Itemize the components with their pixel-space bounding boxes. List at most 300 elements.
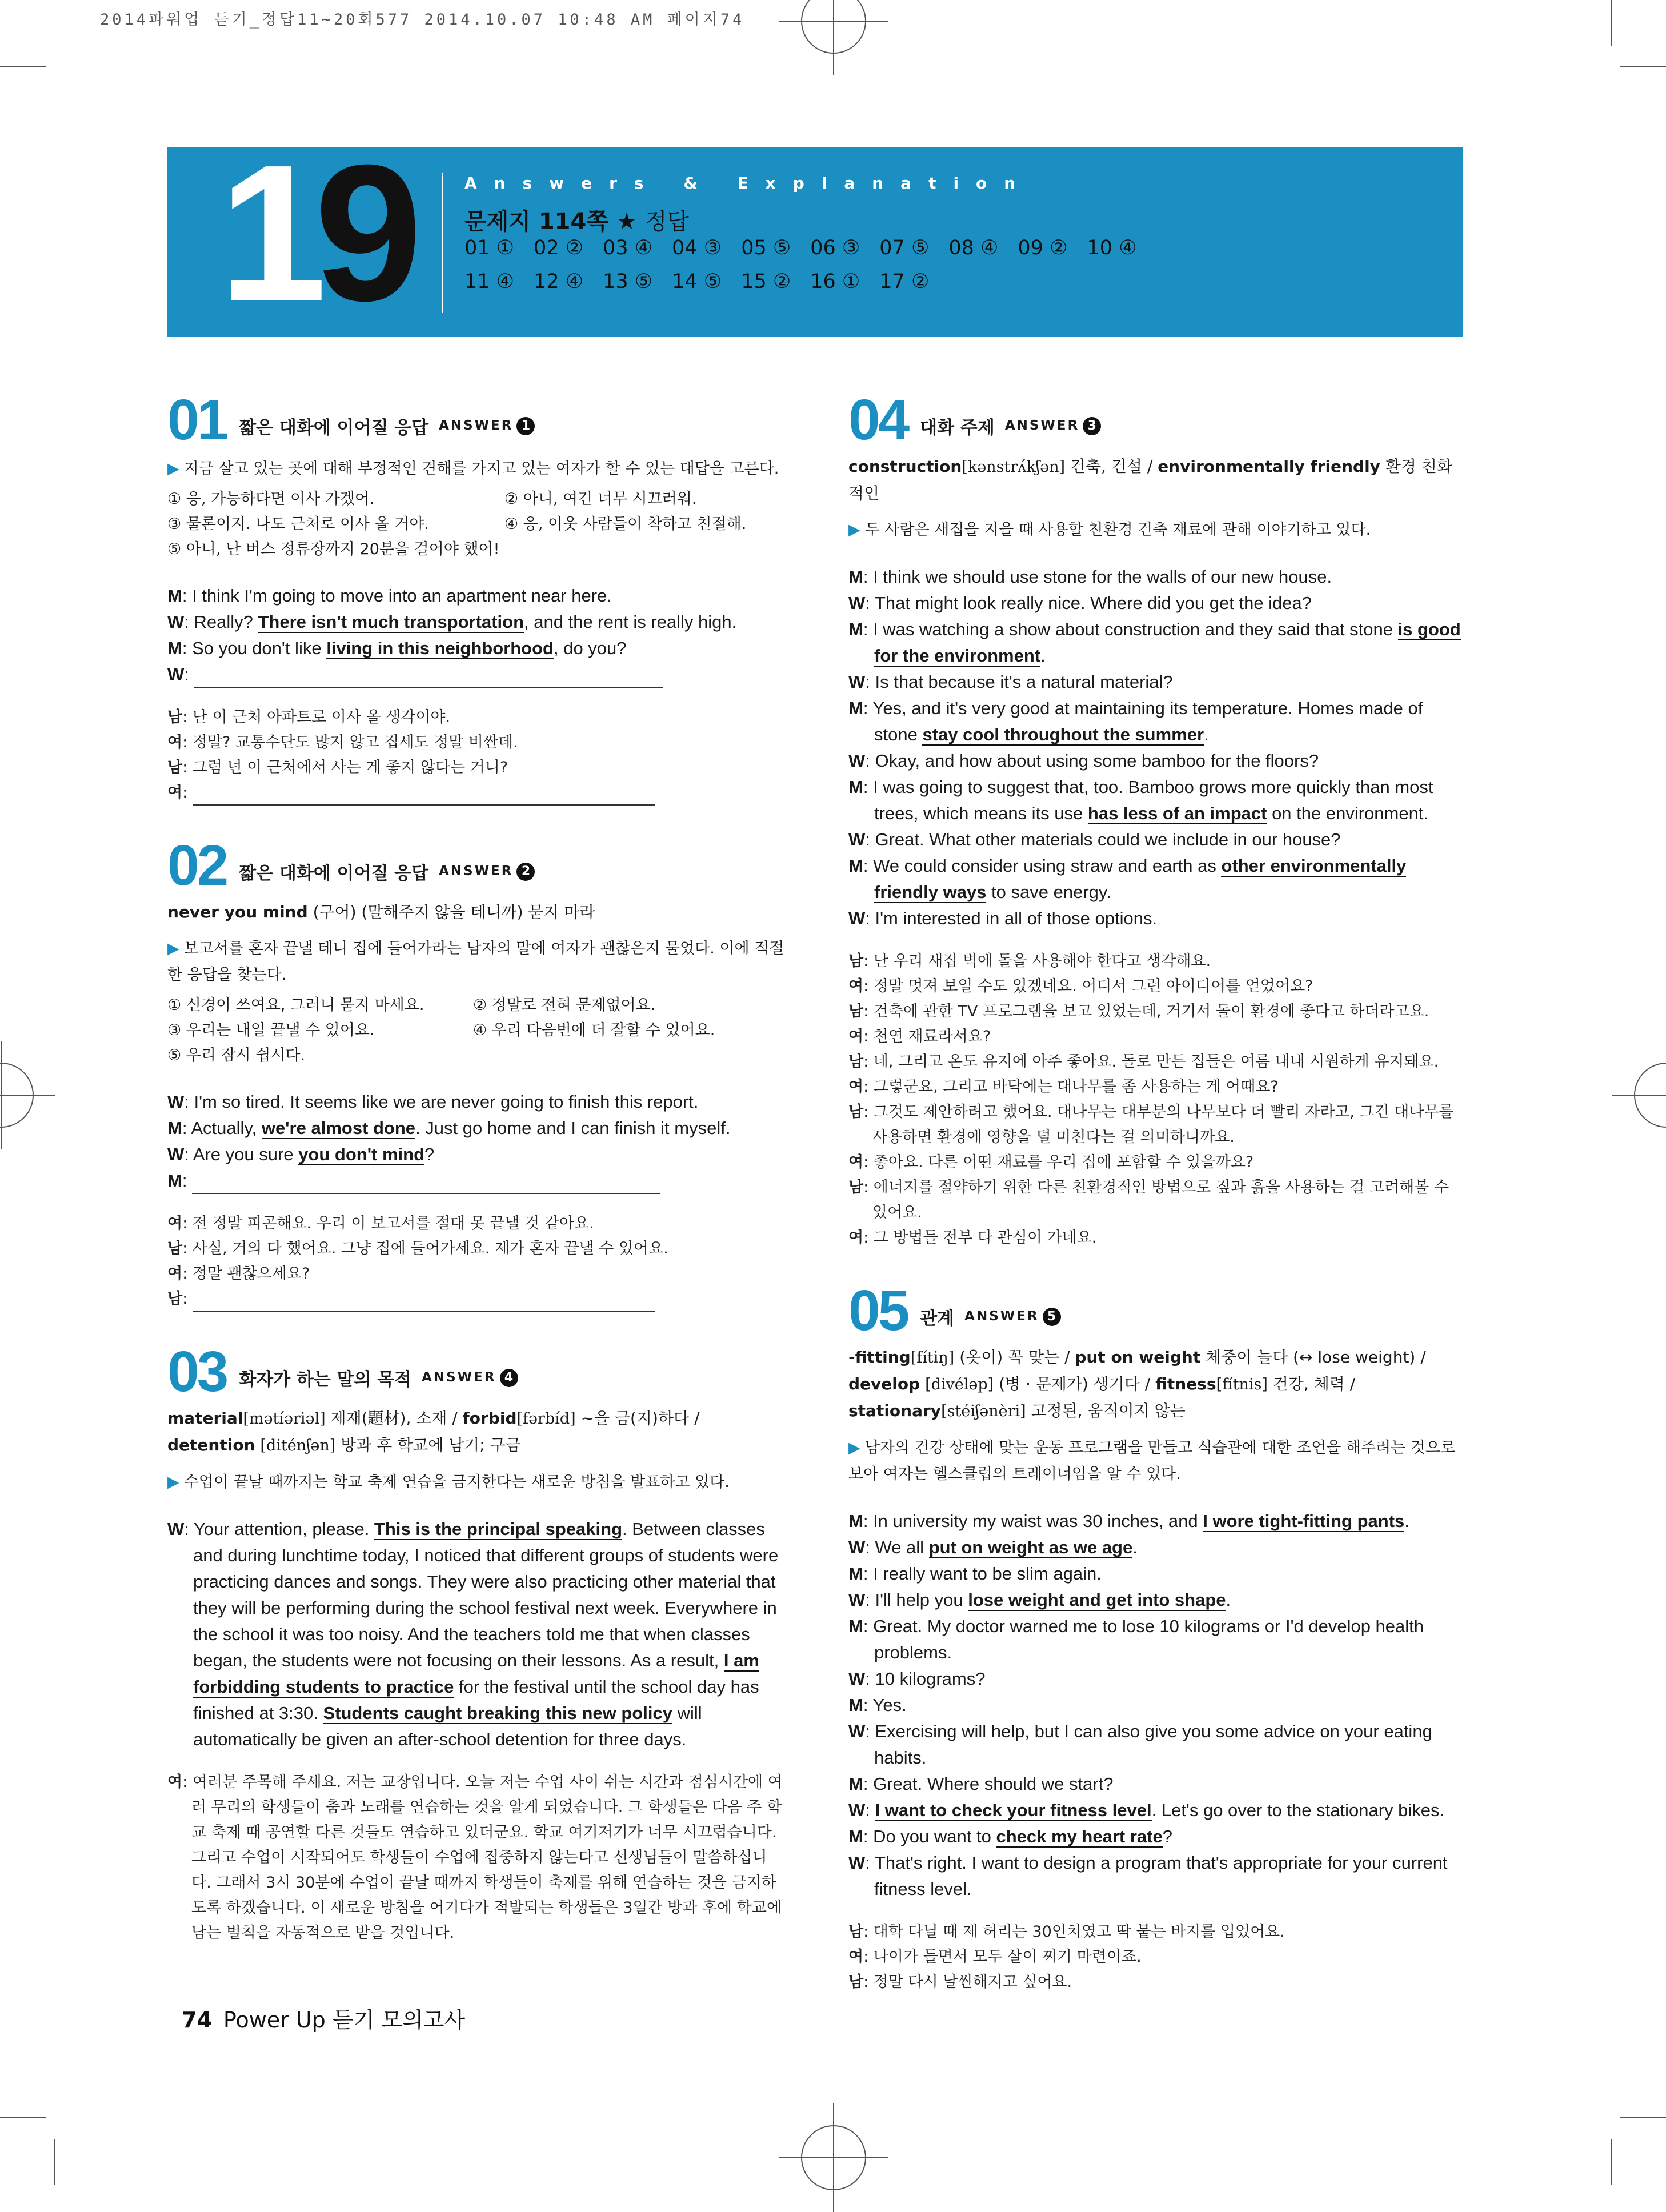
pronunciation: [divéləp]	[925, 1376, 994, 1393]
translation-line: 남: 대학 다닐 때 제 허리는 30인치였고 딱 붙는 바지를 입었어요.	[848, 1923, 1285, 1941]
vocab-definition: 체중이 늘다 (↔ lose weight) /	[1200, 1348, 1426, 1367]
line-text: 나이가 들면서 모두 살이 찌기 마련이죠.	[873, 1948, 1142, 1966]
line-text: So you don't like	[192, 638, 327, 658]
line-text: 대학 다닐 때 제 허리는 30인치였고 딱 붙는 바지를 입었어요.	[873, 1923, 1285, 1941]
line-text: on the environment.	[1267, 803, 1429, 823]
dialogue-line: M: I really want to be slim again.	[848, 1564, 1102, 1584]
banner-divider	[442, 173, 443, 313]
answer-blank	[194, 670, 663, 688]
registration-mark-left	[0, 1063, 34, 1128]
speaker: 여	[848, 1948, 864, 1966]
vocab-definition: (병 · 문제가) 생기다 /	[994, 1375, 1156, 1393]
speaker: 남	[848, 1053, 864, 1071]
speaker: W	[848, 908, 866, 928]
line-text: I'm interested in all of those options.	[875, 908, 1158, 928]
line-text: , do you?	[553, 638, 627, 658]
line-text: ?	[424, 1144, 435, 1164]
explanation	[848, 517, 1465, 543]
line-text: Your attention, please.	[193, 1519, 374, 1539]
answer-key: 13 ⑤	[603, 270, 653, 293]
speaker: 남	[848, 1923, 864, 1941]
answer-label: ANSWER	[964, 1309, 1039, 1324]
dialogue	[848, 1508, 1465, 1902]
speaker: 남	[848, 952, 864, 970]
line-text: 정말 괜찮으세요?	[192, 1265, 310, 1283]
question-title: 짧은 대화에 이어질 응답	[239, 863, 429, 884]
translation-line: 남: 사실, 거의 다 했어요. 그냥 집에 들어가세요. 제가 혼자 끝낼 수 있어요.	[167, 1240, 668, 1257]
answer-key: 15 ②	[741, 270, 791, 293]
answer-key: 03 ④	[603, 237, 653, 259]
answer-key: 16 ①	[810, 270, 860, 293]
line-text: .	[1204, 724, 1209, 744]
translation-line: 여: 정말 괜찮으세요?	[167, 1265, 310, 1283]
test-number	[219, 125, 410, 342]
speaker: 여	[167, 784, 183, 802]
answer-label: ANSWER	[1004, 418, 1080, 433]
speaker: 남	[167, 759, 183, 776]
translation-line: 여: 여러분 주목해 주세요. 저는 교장입니다. 오늘 저는 수업 사이 쉬는 시간과 점심시간에 여러 무리의 학생들이 춤과 노래를 연습하는 것을 알게 되었습니다. 그 학생들은 다음 주 학교 축제 때 공연할 다른 것들도 연습하고 있더군요. 학교 여기저기가 너무 시끄럽습니다. 그리고 수업이 시작되어도 학생들이 수업에 집중하지 않는다고 선생님들이 말씀하십니다. 그래서 3시 30분에 수업이 끝날 때까지 학생들이 축제를 위해 연습하는 것을 금지하도록 하겠습니다. 이 새로운 방침을 어기다가 적발되는 학생들은 3일간 방과 후에 학교에 남는 벌칙을 자동적으로 받을 것입니다.	[167, 1773, 783, 1942]
vocab-definition: 고정된, 움직이지 않는	[1026, 1401, 1186, 1420]
answer-circle: 3	[1083, 417, 1101, 435]
line-text: .	[1040, 646, 1046, 666]
speaker: M	[848, 1826, 863, 1846]
banner-workbook	[464, 203, 689, 236]
left-column	[167, 388, 784, 1946]
answer-badge	[439, 417, 535, 435]
underlined-phrase: stay cool throughout the summer	[922, 724, 1204, 744]
speaker: W	[848, 672, 866, 692]
speaker: W	[848, 829, 866, 849]
answers-row-1	[464, 237, 1156, 259]
crop-mark	[0, 66, 46, 67]
pronunciation: [fítiŋ]	[910, 1349, 955, 1367]
question-05	[848, 1279, 1465, 1995]
dialogue-line: M: I was going to suggest that, too. Bamboo grows more quickly than most trees, which means its use has less of an impact on the environment.	[848, 777, 1433, 823]
translation	[167, 705, 784, 806]
dialogue-line: W: Is that because it's a natural material?	[848, 672, 1173, 692]
line-text: 사실, 거의 다 했어요. 그냥 집에 들어가세요. 제가 혼자 끝낼 수 있어요.	[192, 1240, 668, 1257]
dialogue-line: M: So you don't like living in this neighborhood, do you?	[167, 638, 627, 658]
pronunciation: [diténʃən]	[260, 1437, 336, 1454]
line-text: . Let's go over to the stationary bikes.	[1151, 1800, 1445, 1820]
explanation-text: 보고서를 혼자 끝낼 테니 집에 들어가라는 남자의 말에 여자가 괜찮은지 물었다. 이에 적절한 응답을 찾는다.	[167, 940, 784, 984]
explanation	[848, 1435, 1465, 1488]
answer-badge	[439, 863, 535, 881]
speaker: M	[848, 1564, 863, 1584]
speaker: M	[848, 777, 863, 797]
book-title: Power Up 듣기 모의고사	[223, 2007, 466, 2033]
vocab-definition: 건강, 체력 /	[1267, 1375, 1356, 1393]
translation-line: 남: 난 우리 새집 벽에 돌을 사용해야 한다고 생각해요.	[848, 952, 1211, 970]
line-text: Really?	[194, 612, 258, 632]
line-text: will automatically be given an after-school detention for three days.	[193, 1703, 702, 1749]
line-text: Yes, and it's very good at maintaining its temperature. Homes made of stone	[872, 698, 1423, 744]
option: ② 정말로 전혀 문제없어요.	[473, 996, 656, 1014]
dialogue-line: M: I think I'm going to move into an apartment near here.	[167, 586, 612, 606]
explanation-text: 지금 살고 있는 곳에 대해 부정적인 견해를 가지고 있는 여자가 할 수 있는 대답을 고른다.	[183, 460, 779, 478]
answer-key: 12 ④	[534, 270, 584, 293]
speaker: M	[848, 1511, 863, 1531]
answer-label: ANSWER	[439, 418, 514, 433]
dialogue-line: W: Great. What other materials could we include in our house?	[848, 829, 1341, 849]
speaker: W	[848, 593, 866, 613]
vocab-definition: 환경 친화적인	[848, 457, 1452, 503]
option: ① 응, 가능하다면 이사 가겠어.	[167, 490, 375, 508]
vocab-term: never you mind	[167, 903, 308, 921]
speaker: 여	[848, 1153, 864, 1171]
speaker: 여	[848, 1229, 864, 1247]
translation-line: 남: 그럼 넌 이 근처에서 사는 게 좋지 않다는 거니?	[167, 759, 508, 776]
answer-key: 04 ③	[672, 237, 722, 259]
dialogue-line: M: In university my waist was 30 inches, and I wore tight-fitting pants.	[848, 1511, 1409, 1531]
vocab-term: develop	[848, 1375, 920, 1393]
answers-row-2	[464, 270, 948, 293]
answer-circle: 2	[516, 863, 535, 881]
speaker: 남	[848, 1179, 864, 1196]
underlined-phrase: I am forbidding students to practice	[193, 1650, 759, 1697]
page-number: 74	[182, 2007, 212, 2033]
vocabulary	[848, 454, 1465, 507]
question-header	[848, 388, 1465, 451]
line-text: 천연 재료라서요?	[873, 1028, 991, 1045]
vocab-term: stationary	[848, 1401, 942, 1420]
translation	[848, 949, 1465, 1251]
page-footer	[182, 2002, 465, 2034]
vocab-term: construction	[848, 457, 962, 476]
question-header	[167, 834, 784, 897]
line-text: I think I'm going to move into an apartment near here.	[192, 586, 612, 606]
line-text: 난 이 근처 아파트로 이사 올 생각이야.	[192, 708, 451, 726]
dialogue-line: W: We all put on weight as we age.	[848, 1537, 1138, 1557]
translation-line: 여: 그 방법들 전부 다 관심이 가네요.	[848, 1229, 1097, 1247]
dialogue-line: W: 10 kilograms?	[848, 1669, 986, 1689]
question-number: 05	[848, 1279, 908, 1343]
line-text: , and the rent is really high.	[524, 612, 737, 632]
translation	[848, 1920, 1465, 1995]
line-text: Great. Where should we start?	[873, 1774, 1114, 1794]
underlined-phrase: This is the principal speaking	[374, 1519, 623, 1539]
line-text: 에너지를 절약하기 위한 다른 친환경적인 방법으로 짚과 흙을 사용하는 걸 고려해볼 수 있어요.	[872, 1179, 1449, 1221]
answer-badge	[1005, 417, 1101, 435]
question-header	[167, 1340, 784, 1403]
pronunciation: [mətíəriəl]	[243, 1410, 326, 1428]
vocab-term: forbid	[462, 1409, 517, 1428]
translation-line: 여: 정말 멋져 보일 수도 있겠네요. 어디서 그런 아이디어를 얻었어요?	[848, 977, 1313, 995]
options	[167, 993, 784, 1068]
answer-circle: 1	[516, 417, 535, 435]
vocabulary	[848, 1344, 1465, 1425]
answer-key: 05 ⑤	[741, 237, 791, 259]
banner-subtitle: Answers & Explanation	[464, 174, 1033, 193]
speaker: M	[848, 856, 863, 876]
speaker: 남	[167, 1240, 183, 1257]
speaker: 여	[167, 1773, 183, 1791]
line-text: I really want to be slim again.	[873, 1564, 1102, 1584]
translation	[167, 1770, 784, 1946]
translation	[167, 1211, 784, 1312]
line-text: 그 방법들 전부 다 관심이 가네요.	[873, 1229, 1097, 1247]
dialogue-line: W: Really? There isn't much transportation, and the rent is really high.	[167, 612, 737, 632]
dialogue-line: W: I'm so tired. It seems like we are never going to finish this report.	[167, 1092, 699, 1112]
crop-mark	[1611, 0, 1612, 46]
answer-label: ANSWER	[439, 864, 514, 879]
line-text: . Just go home and I can finish it myself.	[415, 1118, 731, 1138]
option: ④ 응, 이웃 사람들이 착하고 친절해.	[504, 515, 747, 533]
line-text: .	[1404, 1511, 1409, 1531]
underlined-phrase: is good for the environment	[874, 619, 1461, 666]
dialogue-line: W: I'm interested in all of those options.	[848, 908, 1158, 928]
line-text: 건축에 관한 TV 프로그램을 보고 있었는데, 거기서 돌이 환경에 좋다고 하더라고요.	[873, 1003, 1429, 1020]
line-text: We all	[875, 1537, 929, 1557]
answer-key: 17 ②	[879, 270, 930, 293]
crop-mark	[1620, 66, 1666, 67]
question-header	[848, 1279, 1465, 1342]
speaker: 여	[167, 1215, 183, 1232]
crop-mark	[1620, 2117, 1666, 2118]
line-text: I'll help you	[875, 1590, 968, 1610]
test-number-digit: 9	[314, 125, 410, 342]
answer-key: 07 ⑤	[879, 237, 930, 259]
vocab-term: environmentally friendly	[1158, 457, 1380, 476]
explanation	[167, 1469, 784, 1496]
translation-line: 남: 네, 그리고 온도 유지에 아주 좋아요. 돌로 만든 집들은 여름 내내 시원하게 유지돼요.	[848, 1053, 1439, 1071]
dialogue-line: M: We could consider using straw and earth as other environmentally friendly ways to save energy.	[848, 856, 1407, 902]
question-title: 관계	[920, 1308, 955, 1329]
underlined-phrase: There isn't much transportation	[258, 612, 524, 632]
translation-line: 여: 천연 재료라서요?	[848, 1028, 991, 1045]
speaker: 여	[848, 1078, 864, 1096]
answers-label: 정답	[644, 209, 690, 235]
translation-line: 남: 정말 다시 날씬해지고 싶어요.	[848, 1973, 1072, 1991]
vocabulary	[167, 899, 784, 925]
option: ③ 물론이지. 나도 근처로 이사 올 거야.	[167, 515, 430, 533]
speaker: M	[848, 567, 863, 587]
translation-line: 여: 나이가 들면서 모두 살이 찌기 마련이죠.	[848, 1948, 1142, 1966]
line-text: I'm so tired. It seems like we are never going to finish this report.	[194, 1092, 699, 1112]
underlined-phrase: check my heart rate	[996, 1826, 1163, 1846]
vocab-definition: 건축, 건설 /	[1065, 457, 1158, 476]
speaker: W	[167, 612, 185, 632]
line-text: 전 정말 피곤해요. 우리 이 보고서를 절대 못 끝낼 것 같아요.	[192, 1215, 594, 1232]
line-text: That might look really nice. Where did you get the idea?	[874, 593, 1312, 613]
speaker: M	[848, 619, 863, 639]
star-icon: ★	[616, 209, 637, 235]
translation-line: 남: 건축에 관한 TV 프로그램을 보고 있었는데, 거기서 돌이 환경에 좋다고 하더라고요.	[848, 1003, 1429, 1020]
dialogue	[167, 1089, 784, 1194]
underlined-phrase: I want to check your fitness level	[875, 1800, 1152, 1820]
question-02	[167, 834, 784, 1312]
speaker: M	[848, 698, 863, 718]
dialogue	[848, 564, 1465, 932]
answer-key: 11 ④	[464, 270, 515, 293]
registration-mark-bottom	[801, 2125, 866, 2190]
vocab-definition: (옷이) 꼭 맞는 /	[954, 1348, 1075, 1367]
vocab-term: detention	[167, 1436, 255, 1454]
speaker: 여	[167, 1265, 183, 1283]
question-number: 02	[167, 833, 227, 897]
line-text: .	[1132, 1537, 1138, 1557]
speaker: M	[848, 1695, 863, 1715]
speaker: W	[167, 1144, 185, 1164]
line-text: for the festival until the school day has finished at 3:30.	[193, 1677, 759, 1723]
underlined-phrase: other environmentally friendly ways	[874, 856, 1407, 902]
line-text: Okay, and how about using some bamboo for the floors?	[875, 751, 1319, 771]
options	[167, 487, 784, 562]
vocab-definition: 방과 후 학교에 남기; 구금	[335, 1436, 521, 1454]
line-text: .	[1226, 1590, 1231, 1610]
dialogue-line: M: I think we should use stone for the walls of our new house.	[848, 567, 1332, 587]
answer-key: 10 ④	[1087, 237, 1137, 259]
underlined-phrase: you don't mind	[298, 1144, 425, 1164]
print-header: 2014파워업 듣기_정답11~20회577 2014.10.07 10:48 AM 페이지74	[100, 11, 745, 29]
dialogue-line: W: I want to check your fitness level. Let's go over to the stationary bikes.	[848, 1800, 1445, 1820]
speaker: M	[167, 586, 182, 606]
answer-key: 14 ⑤	[672, 270, 722, 293]
triangle-icon: ▶	[848, 521, 860, 539]
vocab-definition: 제재(題材), 소재 /	[325, 1409, 463, 1428]
speaker: W	[167, 664, 185, 684]
speaker: W	[848, 1800, 866, 1820]
answer-blank	[193, 1295, 655, 1312]
vocab-definition: ~을 금(지)하다 /	[575, 1409, 700, 1428]
answer-key: 08 ④	[948, 237, 999, 259]
line-text: I think we should use stone for the walls of our new house.	[873, 567, 1332, 587]
line-text: ?	[1162, 1826, 1172, 1846]
translation-line: 여: 그렇군요, 그리고 바닥에는 대나무를 좀 사용하는 게 어때요?	[848, 1078, 1279, 1096]
answer-circle: 5	[1043, 1308, 1061, 1326]
vocab-term: fitness	[1155, 1375, 1216, 1393]
triangle-icon: ▶	[848, 1439, 860, 1457]
underlined-phrase: Students caught breaking this new policy	[323, 1703, 672, 1723]
line-text: Great. What other materials could we include in our house?	[875, 829, 1341, 849]
underlined-phrase: put on weight as we age	[928, 1537, 1133, 1557]
speaker: W	[848, 1721, 866, 1741]
speaker: 여	[848, 1028, 864, 1045]
dialogue-line: W: Okay, and how about using some bamboo for the floors?	[848, 751, 1319, 771]
translation-line: 남: 에너지를 절약하기 위한 다른 친환경적인 방법으로 짚과 흙을 사용하는 걸 고려해볼 수 있어요.	[848, 1179, 1449, 1221]
explanation-text: 두 사람은 새집을 지을 때 사용할 친환경 건축 재료에 관해 이야기하고 있다.	[864, 521, 1371, 539]
dialogue-line: W: Exercising will help, but I can also give you some advice on your eating habits.	[848, 1721, 1432, 1768]
line-text: 좋아요. 다른 어떤 재료를 우리 집에 포함할 수 있을까요?	[873, 1153, 1254, 1171]
translation-line: 여: 정말? 교통수단도 많지 않고 집세도 정말 비싼데.	[167, 734, 518, 751]
speaker: W	[167, 1519, 185, 1539]
answer-circle: 4	[500, 1369, 518, 1387]
dialogue-line: M: Actually, we're almost done. Just go home and I can finish it myself.	[167, 1118, 731, 1138]
explanation-text: 수업이 끝날 때까지는 학교 축제 연습을 금지한다는 새로운 방침을 발표하고 있다.	[183, 1473, 730, 1491]
crop-mark	[1611, 2139, 1612, 2185]
translation-line: 여: 전 정말 피곤해요. 우리 이 보고서를 절대 못 끝낼 것 같아요.	[167, 1215, 594, 1232]
line-text: Exercising will help, but I can also give you some advice on your eating habits.	[874, 1721, 1432, 1768]
speaker: W	[848, 1537, 866, 1557]
answer-key: 02 ②	[534, 237, 584, 259]
line-text: Great. My doctor warned me to lose 10 kilograms or I'd develop health problems.	[873, 1616, 1424, 1662]
option: ③ 우리는 내일 끝낼 수 있어요.	[167, 1021, 375, 1039]
line-text: to save energy.	[986, 882, 1111, 902]
question-04	[848, 388, 1465, 1251]
option: ⑤ 우리 잠시 쉽시다.	[167, 1047, 306, 1064]
speaker: M	[167, 638, 182, 658]
option: ① 신경이 쓰여요, 그러니 묻지 마세요.	[167, 996, 424, 1014]
test-number-digit: 1	[219, 125, 315, 342]
triangle-icon: ▶	[167, 940, 179, 957]
dialogue-line: W: That's right. I want to design a program that's appropriate for your current fitness level.	[848, 1853, 1448, 1899]
pronunciation: [kənstrʌ́kʃən]	[962, 458, 1066, 476]
dialogue-line: W: Are you sure you don't mind?	[167, 1144, 435, 1164]
dialogue-line: M: Do you want to check my heart rate?	[848, 1826, 1172, 1846]
question-01	[167, 388, 784, 806]
speaker: M	[848, 1774, 863, 1794]
question-header	[167, 388, 784, 451]
answer-key: 01 ①	[464, 237, 515, 259]
speaker: 남	[167, 708, 183, 726]
line-text: Yes.	[872, 1695, 907, 1715]
line-text: 정말 다시 날씬해지고 싶어요.	[873, 1973, 1072, 1991]
line-text: I was going to suggest that, too. Bamboo grows more quickly than most trees, which means its use	[873, 777, 1433, 823]
registration-mark-right	[1634, 1063, 1666, 1128]
answer-label: ANSWER	[422, 1370, 496, 1385]
vocab-term: material	[167, 1409, 243, 1428]
speaker: W	[848, 1669, 866, 1689]
crop-mark	[54, 2139, 55, 2185]
dialogue-line: W: That might look really nice. Where did you get the idea?	[848, 593, 1312, 613]
dialogue-line: M: Great. My doctor warned me to lose 10 kilograms or I'd develop health problems.	[848, 1616, 1424, 1662]
line-text: 네, 그리고 온도 유지에 아주 좋아요. 돌로 만든 집들은 여름 내내 시원하게 유지돼요.	[873, 1053, 1439, 1071]
speaker: W	[167, 1092, 185, 1112]
explanation-text: 남자의 건강 상태에 맞는 운동 프로그램을 만들고 식습관에 대한 조언을 해주려는 것으로 보아 여자는 헬스클럽의 트레이너임을 알 수 있다.	[848, 1439, 1456, 1483]
triangle-icon: ▶	[167, 1473, 179, 1491]
answer-badge	[422, 1369, 518, 1387]
underlined-phrase: has less of an impact	[1087, 803, 1267, 823]
line-text: Are you sure	[193, 1144, 299, 1164]
registration-mark-top	[801, 0, 866, 54]
dialogue-line: W:	[167, 662, 784, 688]
answer-badge	[964, 1308, 1060, 1326]
pronunciation: [fítnis]	[1216, 1376, 1268, 1393]
line-text: In university my waist was 30 inches, and	[873, 1511, 1203, 1531]
speaker: W	[848, 1590, 866, 1610]
dialogue-line: W: I'll help you lose weight and get into shape.	[848, 1590, 1231, 1610]
dialogue-line: W: Your attention, please. This is the principal speaking. Between classes and during lunchtime today, I noticed that different groups of students were practicing dances and songs. They were also practicing other material that they will be performing during the school festival next week. Everywhere in the school it was too noisy. And the teachers told me that when classes began, the students were not focusing on their lessons. As a result, I am forbidding students to practice for the festival until the school day has finished at 3:30. Students caught breaking this new policy will automatically be given an after-school detention for three days.	[167, 1519, 779, 1749]
dialogue	[167, 583, 784, 688]
dialogue-line: M:	[167, 1168, 784, 1194]
option: ⑤ 아니, 난 버스 정류장까지 20분을 걸어야 했어!	[167, 540, 500, 558]
option: ④ 우리 다음번에 더 잘할 수 있어요.	[473, 1021, 715, 1039]
right-column	[848, 388, 1465, 1995]
vocab-term: put on weight	[1075, 1348, 1201, 1367]
vocab-definition: (구어) (말해주지 않을 테니까) 묻지 마라	[313, 903, 595, 921]
dialogue-line: M: Yes, and it's very good at maintaining its temperature. Homes made of stone stay cool throughout the summer.	[848, 698, 1423, 744]
dialogue-line: M: Great. Where should we start?	[848, 1774, 1114, 1794]
underlined-phrase: living in this neighborhood	[326, 638, 554, 658]
answer-blank	[192, 1176, 660, 1194]
pronunciation: [stéiʃənèri]	[941, 1402, 1026, 1420]
speaker: M	[167, 1171, 182, 1191]
monologue	[167, 1516, 784, 1753]
underlined-phrase: lose weight and get into shape	[968, 1590, 1226, 1610]
speaker: 남	[848, 1973, 864, 1991]
question-title: 대화 주제	[920, 417, 995, 438]
question-title: 짧은 대화에 이어질 응답	[239, 417, 429, 438]
translation-line: 남:	[167, 1287, 784, 1312]
line-text: We could consider using straw and earth as	[873, 856, 1222, 876]
speaker: W	[848, 751, 866, 771]
vocabulary	[167, 1405, 784, 1459]
line-text: . Between classes and during lunchtime today, I noticed that different groups of students were practicing dances and songs. They were also practicing other material that they will be performing during the school festival next week. Everywhere in the school it was too noisy. And the teachers told me that when classes began, the students were not focusing on their lessons. As a result,	[193, 1519, 779, 1670]
crop-mark	[0, 2117, 46, 2118]
speaker: W	[848, 1853, 866, 1873]
speaker: 남	[848, 1003, 864, 1020]
workbook-page: 문제지 114쪽	[464, 209, 608, 235]
